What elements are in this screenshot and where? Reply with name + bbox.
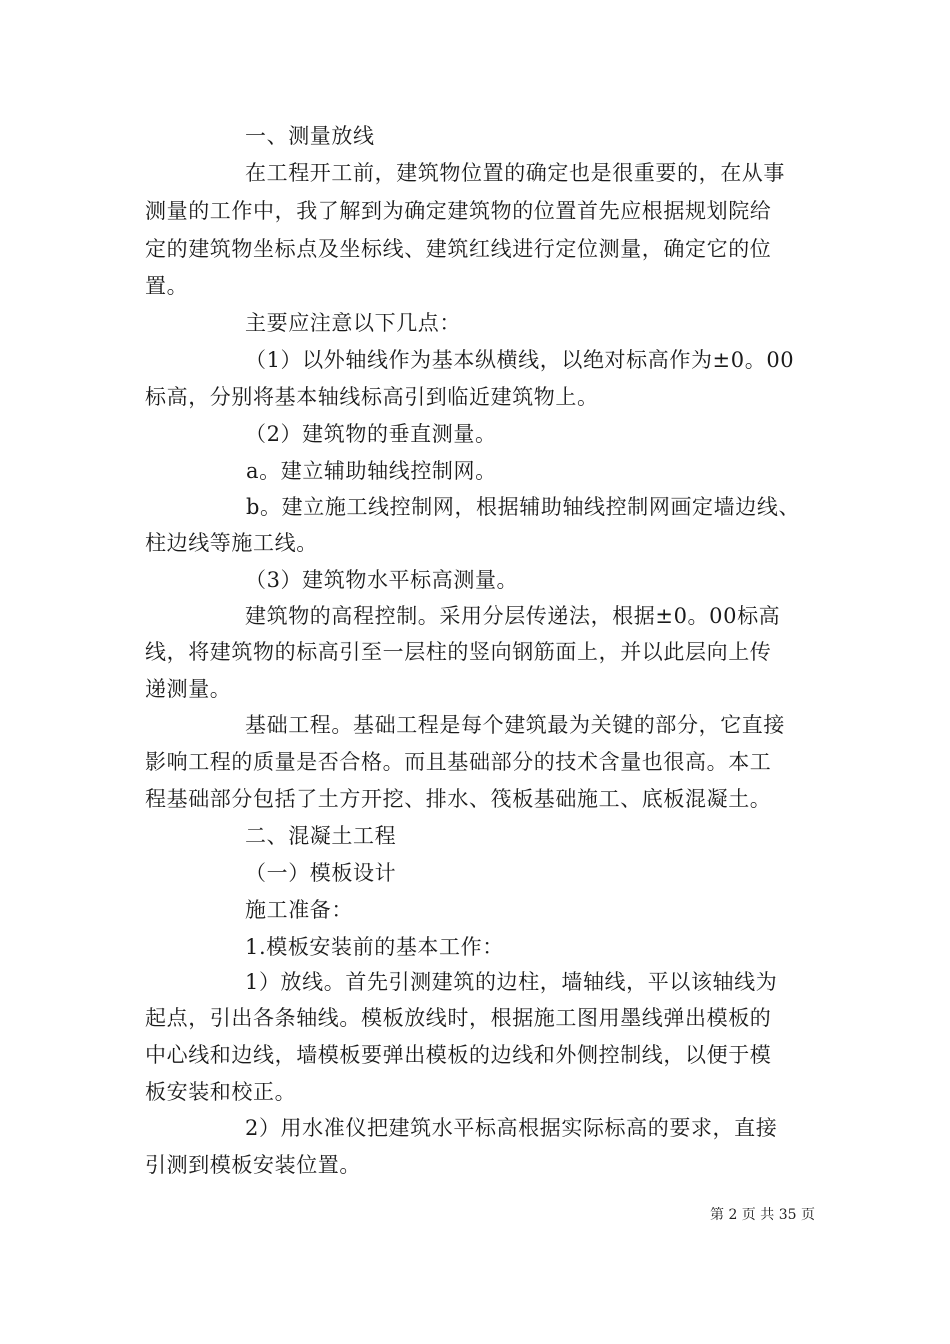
paragraph-line: 在工程开工前，建筑物位置的确定也是很重要的，在从事 (245, 161, 785, 185)
paragraph-line: （1）以外轴线作为基本纵横线，以绝对标高作为±0。00 (245, 348, 795, 372)
page-number-footer: 第 2 页 共 35 页 (710, 1207, 815, 1223)
paragraph-line: 中心线和边线，墙模板要弹出模板的边线和外侧控制线，以便于模 (145, 1043, 772, 1067)
paragraph-line: a。建立辅助轴线控制网。 (246, 459, 497, 483)
paragraph-line: 1）放线。首先引测建筑的边柱，墙轴线，平以该轴线为 (245, 970, 778, 994)
paragraph-line: （3）建筑物水平标高测量。 (245, 568, 519, 592)
paragraph-line: 置。 (145, 274, 189, 298)
paragraph-line: （2）建筑物的垂直测量。 (245, 422, 497, 446)
paragraph-line: 程基础部分包括了土方开挖、排水、筏板基础施工、底板混凝土。 (145, 787, 772, 811)
paragraph-line: b。建立施工线控制网，根据辅助轴线控制网画定墙边线、 (246, 495, 801, 519)
paragraph-line: 标高，分别将基本轴线标高引到临近建筑物上。 (145, 385, 599, 409)
paragraph-line: 基础工程。基础工程是每个建筑最为关键的部分，它直接 (245, 713, 785, 737)
paragraph-line: 定的建筑物坐标点及坐标线、建筑红线进行定位测量，确定它的位 (145, 237, 772, 261)
paragraph-line: 测量的工作中，我了解到为确定建筑物的位置首先应根据规划院给 (145, 199, 772, 223)
heading-survey: 一、测量放线 (245, 124, 375, 148)
heading-concrete: 二、混凝土工程 (245, 824, 397, 848)
paragraph-line: 2）用水准仪把建筑水平标高根据实际标高的要求，直接 (245, 1116, 778, 1140)
paragraph-line: 柱边线等施工线。 (145, 531, 318, 555)
paragraph-line: 线，将建筑物的标高引至一层柱的竖向钢筋面上，并以此层向上传 (145, 640, 772, 664)
paragraph-line: 递测量。 (145, 677, 232, 701)
paragraph-line: 1.模板安装前的基本工作： (245, 935, 504, 959)
paragraph-line: 施工准备： (245, 898, 353, 922)
paragraph-line: 主要应注意以下几点： (245, 311, 461, 335)
paragraph-line: 板安装和校正。 (145, 1080, 297, 1104)
paragraph-line: 影响工程的质量是否合格。而且基础部分的技术含量也很高。本工 (145, 750, 772, 774)
paragraph-line: 引测到模板安装位置。 (145, 1153, 361, 1177)
paragraph-line: 起点，引出各条轴线。模板放线时，根据施工图用墨线弹出模板的 (145, 1006, 772, 1030)
heading-formwork: （一）模板设计 (245, 861, 397, 885)
paragraph-line: 建筑物的高程控制。采用分层传递法，根据±0。00标高 (245, 604, 781, 628)
